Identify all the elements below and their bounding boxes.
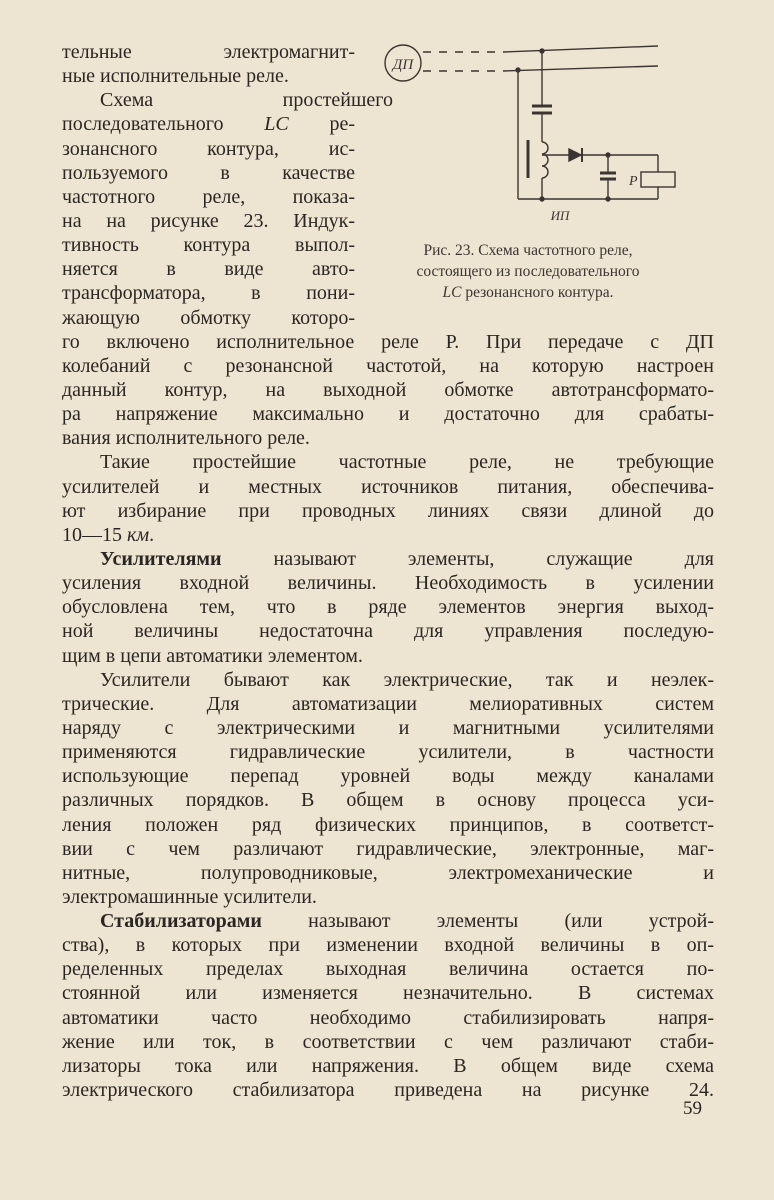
text-line [62,571,714,595]
text-line [62,112,355,136]
text-line [62,499,714,523]
text-segment: называют элементы, служащие для [221,547,714,570]
text-segment: данный контур, на выходной обмотке автотрансформато- [62,378,714,401]
text-segment: ления положен ряд физических принципов, в соответст- [62,813,714,836]
text-segment: на на рисунке 23. Индук- [62,209,355,232]
text-segment: Такие простейшие частотные реле, не требующие [100,451,714,474]
text-segment: усилителей и местных источников питания, обеспечива- [62,475,714,498]
text-segment: называют элементы (или устрой- [261,910,714,933]
text-segment: Усилители бывают как электрические, так и неэлек- [100,668,714,691]
text-segment: 10—15 [62,523,127,546]
text-line [62,813,714,837]
text-line [62,885,714,909]
text-segment: трические. Для автоматизации мелиоративных систем [62,692,714,715]
text-line [62,88,393,112]
text-line [62,161,355,185]
text-line [62,981,714,1005]
text-line [62,716,714,740]
text-line [62,595,714,619]
text-segment: обусловлена тем, что в ряде элементов энергия выход- [62,596,714,619]
text-line [62,619,714,643]
text-line [62,668,714,692]
text-line [62,861,714,885]
text-segment: тивность контура выпол- [62,234,355,257]
text-segment: электромашинные усилители. [62,885,317,908]
text-line [62,933,714,957]
text-line [62,402,714,426]
text-line [62,1030,714,1054]
italic-term: LC [264,113,289,136]
label-p: Р [629,174,638,189]
label-ip: ИП [550,208,570,223]
body-text [62,40,714,1102]
text-segment: пользуемого в качестве [62,161,355,184]
text-line [62,233,355,257]
text-line [62,692,714,716]
page-number: 59 [683,1098,702,1119]
text-line [62,281,355,305]
text-segment: вания исполнительного реле. [62,427,310,450]
text-line [62,209,355,233]
text-line [62,426,714,450]
text-segment: автоматики часто необходимо стабилизировать напря- [62,1006,714,1029]
text-segment: колебаний с резонансной частотой, на которую настроен [62,354,714,377]
label-dp: ДП [392,57,414,73]
text-line [62,378,714,402]
text-segment: последовательного [62,113,265,136]
text-segment: нитные, полупроводниковые, электромеханические и [62,861,714,884]
text-line [62,185,355,209]
text-segment: ределенных пределах выходная величина остается по- [62,958,714,981]
text-segment: трансформатора, в пони- [62,282,355,305]
text-segment: стоянной или изменяется незначительно. В системах [62,982,714,1005]
text-line [62,354,714,378]
text-segment: наряду с электрическими и магнитными усилителями [62,716,714,739]
text-line [62,547,714,571]
text-line [62,1078,714,1102]
text-line [62,644,714,668]
caption-rest: резонансного контура. [465,284,614,301]
caption-line: Рис. 23. Схема частотного реле, [423,242,633,259]
text-segment: жающую обмотку которо- [62,306,355,329]
text-segment: лизаторы тока или напряжения. В общем виде схема [62,1054,714,1077]
text-line [62,909,714,933]
text-segment: электрического стабилизатора приведена на рисунке 24. [62,1079,714,1102]
text-segment: ре- [288,113,355,136]
text-line [62,257,355,281]
text-segment: ные исполнительные реле. [62,65,289,88]
text-line [62,1006,714,1030]
text-segment: ной величины недостаточна для управления последую- [62,620,714,643]
text-segment: ра напряжение максимально и достаточно для срабаты- [62,403,714,426]
text-line [62,475,714,499]
caption-line: состоящего из последовательного [416,263,640,280]
text-line [62,330,714,354]
text-line [62,137,355,161]
text-line [62,523,714,547]
text-line [62,40,355,64]
text-segment: тельные электромагнит- [62,41,355,63]
text-segment: зонансного контура, ис- [62,137,355,160]
text-segment: го включено исполнительное реле Р. При передаче с ДП [62,330,714,353]
text-segment: усиления входной величины. Необходимость в усилении [62,572,714,595]
text-segment: ют избирание при проводных линиях связи длиной до [62,499,714,522]
text-segment: . [149,523,155,546]
text-segment: различных порядков. В общем в основу процесса уси- [62,789,714,812]
text-segment: частотного реле, показа- [62,185,355,208]
text-line [62,837,714,861]
text-segment: Схема простейшего [100,89,393,112]
text-line [62,764,714,788]
text-line [62,957,714,981]
text-line [62,64,355,88]
text-line [62,306,355,330]
text-line [62,788,714,812]
text-segment: применяются гидравлические усилители, в частности [62,741,714,764]
text-segment: использующие перепад уровней воды между каналами [62,765,714,788]
text-segment: вии с чем различают гидравлические, электронные, маг- [62,837,714,860]
text-segment: ства), в которых при изменении входной величины в оп- [62,934,714,957]
bold-term: Усилителями [100,547,222,570]
bold-term: Стабилизаторами [100,910,262,933]
text-line [62,450,714,474]
text-line [62,1054,714,1078]
text-segment: щим в цепи автоматики элементом. [62,644,363,667]
text-segment: няется в виде авто- [62,258,355,281]
italic-term: км [127,523,150,546]
text-line [62,740,714,764]
text-segment: жение или ток, в соответствии с чем различают стаби- [62,1030,714,1053]
caption-lc: LC [442,284,462,301]
